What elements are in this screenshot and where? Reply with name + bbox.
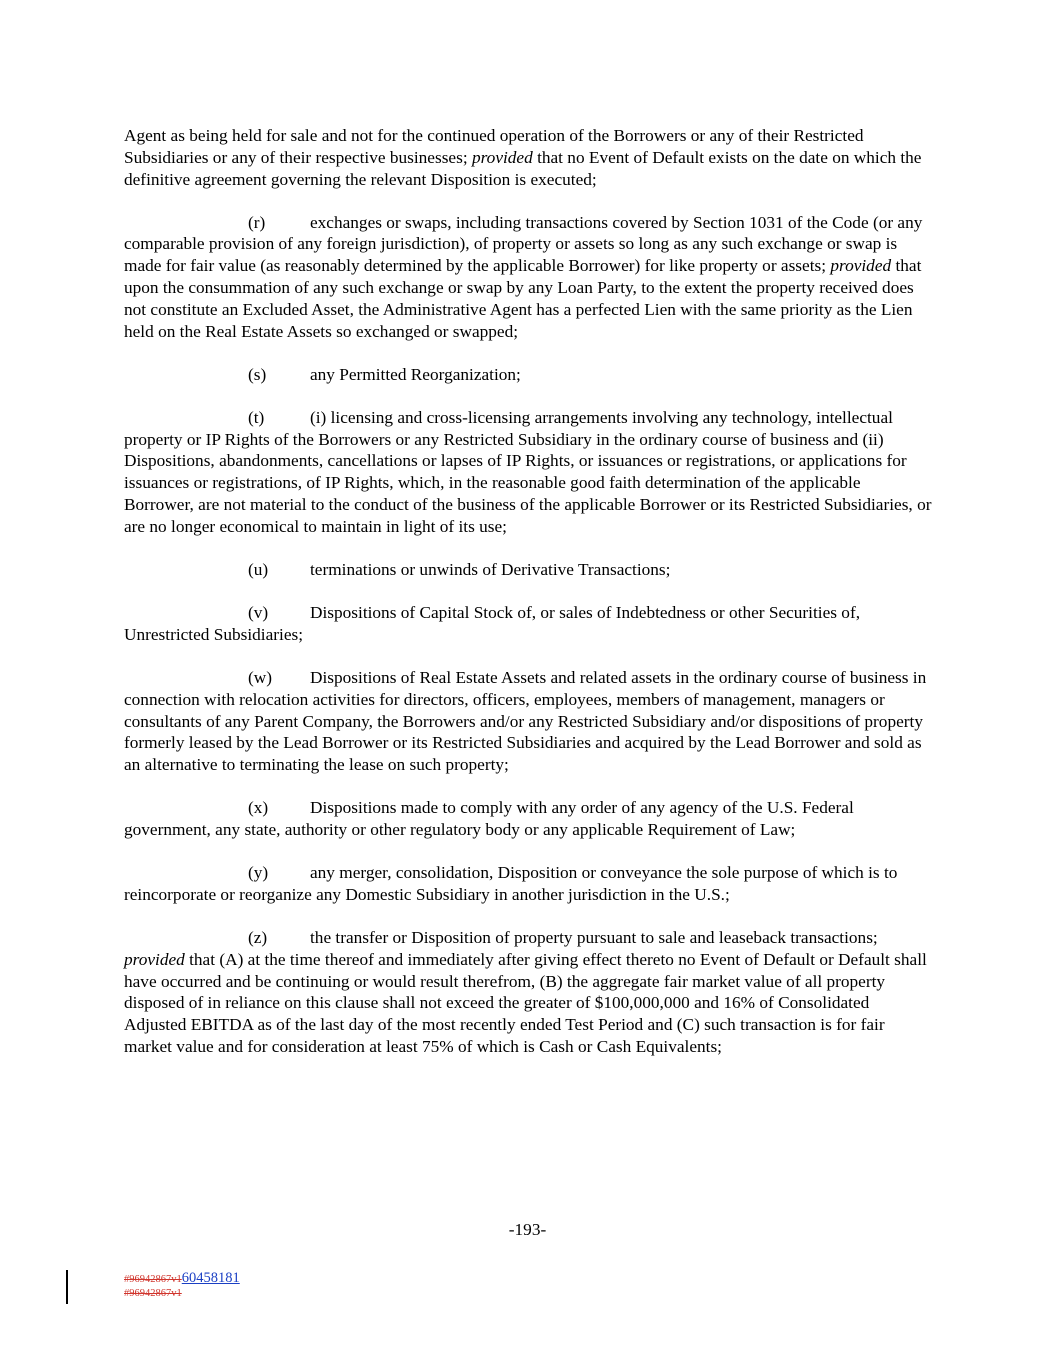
document-id-block <box>124 1271 240 1301</box>
clause-z-label: (z) <box>248 927 268 947</box>
continuation-text-2: that no Event of Default exists on the date on which the definitive agreement governing the relevant Disposition is executed; <box>124 147 922 189</box>
clause-t-label: (t) <box>248 407 265 427</box>
clause-r-text-2: that upon the consummation of any such exchange or swap by any Loan Party, to the extent the property received does not constitute an Excluded Asset, the Administrative Agent has a perfected Lien with the same priority as the Lien held on the Real Estate Assets so exchanged or swapped; <box>124 256 922 341</box>
clause-r-text-1: exchanges or swaps, including transactions covered by Section 1031 of the Code (or any comparable provision of any foreign jurisdiction), of property or assets so long as any such exchange or swap is made for fair value (as reasonably determined by the applicable Borrower) for like property or assets; <box>124 212 923 276</box>
page-number: -193- <box>508 1220 547 1239</box>
clause-x-text: Dispositions made to comply with any order of any agency of the U.S. Federal government, any state, authority or other regulatory body or any applicable Requirement of Law; <box>124 798 854 839</box>
clause-z-text-1: the transfer or Disposition of property pursuant to sale and leaseback transactions; <box>310 927 878 947</box>
clause-x-label: (x) <box>248 798 269 818</box>
deleted-doc-id: #96942867v1 <box>124 1274 182 1285</box>
clause-s <box>124 364 934 386</box>
clause-w <box>124 667 934 776</box>
clause-z-text-2: that (A) at the time thereof and immediately after giving effect thereto no Event of Default or Default shall have occurred and be continuing or would result therefrom, (B) the aggregate fair market value of all property disposed of in reliance on this clause shall not exceed the greater of $100,000,000 and 16% of Consolidated Adjusted EBITDA as of the last day of the most recently ended Test Period and (C) such transaction is for fair market value and for consideration at least 75% of which is Cash or Cash Equivalents; <box>124 949 927 1056</box>
clause-x <box>124 797 934 841</box>
clause-v <box>124 602 934 646</box>
clause-v-label: (v) <box>248 603 269 623</box>
clause-u-label: (u) <box>248 559 269 579</box>
document-id-line-2 <box>124 1287 240 1301</box>
clause-y-label: (y) <box>248 863 269 883</box>
clause-u-text: terminations or unwinds of Derivative Transactions; <box>310 559 671 579</box>
clause-r-label: (r) <box>248 212 266 232</box>
continuation-paragraph <box>124 125 934 190</box>
clause-y-text: any merger, consolidation, Disposition or conveyance the sole purpose of which is to reincorporate or reorganize any Domestic Subsidiary in another jurisdiction in the U.S.; <box>124 863 898 904</box>
clause-u <box>124 559 934 581</box>
provided-italic: provided <box>124 949 185 969</box>
clause-w-label: (w) <box>248 667 272 687</box>
clause-s-label: (s) <box>248 364 267 384</box>
clause-r <box>124 212 934 343</box>
document-id-line-1 <box>124 1271 240 1287</box>
clause-t-text: (i) licensing and cross-licensing arrangements involving any technology, intellectual property or IP Rights of the Borrowers or any Restricted Subsidiary in the ordinary course of business and (ii) Dispositions, abandonments, cancellations or lapses of IP Rights, or issuances or registrations, or applications for issuances or registrations, of IP Rights, which, in the reasonable good faith determination of the applicable Borrower, are not material to the conduct of the business of the applicable Borrower or its Restricted Subsidiaries, or are no longer economical to maintain in light of its use; <box>124 407 932 536</box>
revision-bar <box>66 1270 68 1304</box>
provided-italic: provided <box>471 147 533 167</box>
clause-w-text: Dispositions of Real Estate Assets and related assets in the ordinary course of business in connection with relocation activities for directors, officers, employees, members of management, managers or consultants of any Parent Company, the Borrowers and/or any Restricted Subsidiary and/or dispositions of property formerly leased by the Lead Borrower or its Restricted Subsidiaries and acquired by the Lead Borrower and sold as an alternative to terminating the lease on such property; <box>124 667 927 775</box>
continuation-text-1: Agent as being held for sale and not for the continued operation of the Borrowers or any of their Restricted Subsidiaries or any of their respective businesses; <box>124 126 864 167</box>
clause-z <box>124 927 934 1058</box>
clause-s-text: any Permitted Reorganization; <box>310 364 521 384</box>
document-body <box>124 125 934 1079</box>
deleted-doc-id-2: #96942867v1 <box>124 1288 182 1299</box>
clause-v-text: Dispositions of Capital Stock of, or sales of Indebtedness or other Securities of, Unrestricted Subsidiaries; <box>124 603 861 644</box>
inserted-doc-id: 60458181 <box>181 1270 240 1286</box>
provided-italic: provided <box>830 256 892 276</box>
clause-y <box>124 862 934 906</box>
clause-t <box>124 407 934 538</box>
